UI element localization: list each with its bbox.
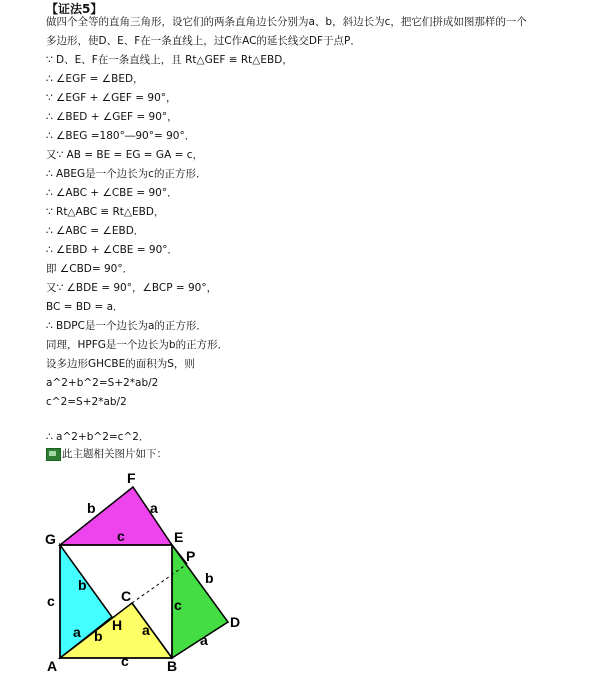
side-label: a [150,500,158,516]
label-d: D [230,614,241,630]
side-label: b [205,570,214,586]
side-label: a [200,632,208,648]
text-line: ∴ BDPC是一个边长为a的正方形． [46,320,207,332]
text-line: ∴ ∠BEG =180°―90°= 90°． [46,130,196,142]
text-line: 又∵ AB = BE = EG = GA = c， [46,149,203,161]
text-line: ∵ ∠EGF + ∠GEF = 90°， [46,92,177,104]
label-g: G [45,531,56,547]
text-line: 做四个全等的直角三角形，设它们的两条直角边长分别为a、b，斜边长为c，把它们拼成如图那样的一个 [46,16,527,28]
side-label: a [142,622,150,638]
text-line: BC = BD = a． [46,301,124,313]
label-c: C [121,588,132,604]
text-line: ∵ D、E、F在一条直线上，且 Rt△GEF ≌ Rt△EBD， [46,54,293,66]
proof-title: 【证法5】 [46,2,103,16]
text-line: 设多边形GHCBE的面积为S，则 [46,358,195,370]
text-line: ∴ ∠EGF = ∠BED， [46,73,144,85]
side-label: c [117,528,125,544]
text-line: ∴ ∠ABC = ∠EBD． [46,225,145,237]
side-label: c [47,593,55,609]
text-line: a^2+b^2=S+2*ab/2 [46,377,159,389]
label-e: E [174,529,184,545]
side-label: c [174,597,182,613]
text-line: ∵ Rt△ABC ≌ Rt△EBD， [46,206,165,218]
text-line: 又∵ ∠BDE = 90°，∠BCP = 90°， [46,282,218,294]
text-line: c^2=S+2*ab/2 [46,396,127,408]
text-line: ∴ a^2+b^2=c^2． [46,431,150,443]
text-line: 即 ∠CBD= 90°． [46,263,134,275]
side-label: b [78,577,87,593]
label-p: P [186,548,196,564]
text-line: ∴ ∠EBD + ∠CBE = 90°． [46,244,178,256]
label-f: F [127,470,136,486]
text-line: 多边形，使D、E、F在一条直线上，过C作AC的延长线交DF于点P． [46,35,361,47]
side-label: a [73,624,81,640]
text-line: ∴ ∠BED + ∠GEF = 90°， [46,111,178,123]
label-a: A [47,658,58,674]
side-label: b [94,628,103,644]
triangle-gfe [60,487,172,545]
label-b: B [167,658,178,674]
text-line: ∴ ∠ABC + ∠CBE = 90°． [46,187,178,199]
image-caption-text: 此主题相关图片如下： [62,448,167,460]
side-label: c [121,653,129,669]
label-h: H [112,617,123,633]
side-label: b [87,500,96,516]
text-line: ∴ ABEG是一个边长为c的正方形． [46,168,207,180]
text-line: 同理，HPFG是一个边长为b的正方形． [46,339,229,351]
